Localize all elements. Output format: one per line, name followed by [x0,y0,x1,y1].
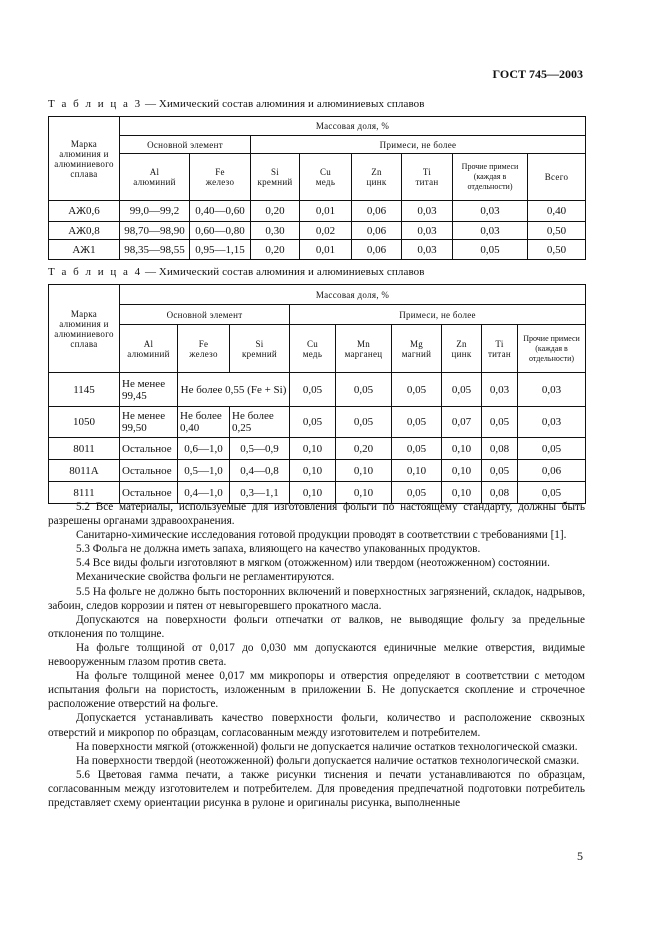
table-cell: 8011A [49,460,120,482]
table-cell: 0,01 [300,240,352,260]
table4-caption-text: — Химический состав алюминия и алюминиевых сплавов [142,266,425,278]
table-cell: 0,50 [528,222,586,240]
table4-col-si: Si кремний [230,325,290,373]
table4-caption-label: Т а б л и ц а 4 [48,266,143,278]
table-cell: 0,05 [482,460,518,482]
table-cell: 0,06 [352,222,402,240]
page-number: 5 [577,849,583,863]
table4-col-mg: Mg магний [392,325,442,373]
table4-col-fe: Fe железо [178,325,230,373]
table-cell: 98,35—98,55 [120,240,190,260]
table3-col-zn: Zn цинк [352,154,402,201]
table-cell: Не менее 99,45 [120,373,178,407]
table-cell: 0,03 [453,201,528,222]
table-cell: 0,20 [336,438,392,460]
table-cell: Не более 0,40 [178,407,230,438]
table3-caption-label: Т а б л и ц а 3 [48,98,143,110]
table-cell: 8011 [49,438,120,460]
table-cell: 0,05 [290,373,336,407]
table-cell: Остальное [120,460,178,482]
table-cell: 0,60—0,80 [190,222,251,240]
table-cell: 0,03 [402,240,453,260]
table-cell: 0,05 [336,373,392,407]
table-cell: 98,70—98,90 [120,222,190,240]
table-cell: Остальное [120,482,178,504]
table3-col-al: Al алюминий [120,154,190,201]
table-cell: Остальное [120,438,178,460]
table-cell: 0,6—1,0 [178,438,230,460]
table-cell: 0,30 [251,222,300,240]
table-cell: АЖ0,8 [49,222,120,240]
table-row [49,222,586,240]
paragraph: На фольге толщиной от 0,017 до 0,030 мм допускаются единичные мелкие отверстия, видимые невооруженным глазом против света. [48,641,585,669]
paragraph: 5.6 Цветовая гамма печати, а также рисунки тиснения и печати устанавливаются по образцам, согласованным между изготовителем и потребителем. Для проведения предпечатной подготовки потребитель представляет схему ориентации рисунка в рулоне и оригиналы рисунка, выполненные [48,768,585,809]
table-row [49,240,586,260]
table-cell: 0,03 [402,222,453,240]
table3-grade-header: Марка алюминия и алюминиевого сплава [49,117,120,201]
table3-caption-text: — Химический состав алюминия и алюминиевых сплавов [142,98,425,110]
body-text [48,500,585,810]
table-cell: 0,05 [290,407,336,438]
table-cell: 0,03 [518,407,586,438]
document-header: ГОСТ 745—2003 [492,67,583,81]
table-cell: 0,10 [392,460,442,482]
table3-caption [48,98,425,110]
table-cell: 0,08 [482,482,518,504]
table3-main-header: Основной элемент [120,136,251,154]
paragraph: Допускается устанавливать качество поверхности фольги, количество и расположение сквозных отверстий и микропор по образцам, согласованным между изготовителем и потребителем. [48,712,585,739]
paragraph: На поверхности мягкой (отожженной) фольги не допускается наличие остатков технологической смазки. [76,740,578,753]
table-cell: 0,03 [402,201,453,222]
table4-col-cu: Cu медь [290,325,336,373]
table-row [49,373,586,407]
paragraph: 5.5 На фольге не должно быть посторонних включений и поверхностных загрязнений, складок, надрывов, забоин, следов коррозии и пятен от невыгоревшего прокатного масла. [48,585,585,612]
table-cell: 0,10 [442,460,482,482]
table-cell: 99,0—99,2 [120,201,190,222]
table-cell: 0,05 [392,482,442,504]
paragraph: На фольге толщиной менее 0,017 мм микропоры и отверстия определяют в соответствии с методом испытания фольги на пористость, изложенным в приложении Б. Не допускается скопление и строчечное расположение отверстий на фольге. [48,670,585,711]
table-cell: 0,05 [453,240,528,260]
table-cell: 0,10 [336,460,392,482]
table-cell: 0,03 [453,222,528,240]
table3-col-si: Si кремний [251,154,300,201]
table4-col-al: Al алюминий [120,325,178,373]
table-cell: 0,05 [336,407,392,438]
table-cell: 0,4—0,8 [230,460,290,482]
table4 [48,284,586,504]
table3-mass-header: Массовая доля, % [120,117,586,136]
table4-grade-header: Марка алюминия и алюминиевого сплава [49,285,120,373]
table-cell: 0,50 [528,240,586,260]
paragraph: Допускаются на поверхности фольги отпечатки от валков, не выводящие фольгу за предельные отклонения по толщине. [48,613,585,640]
table-cell: 0,10 [442,438,482,460]
table-cell: 0,40—0,60 [190,201,251,222]
table4-col-mn: Mn марганец [336,325,392,373]
table-row [49,201,586,222]
paragraph: Механические свойства фольги не регламентируются. [76,571,335,584]
table-cell: 0,4—1,0 [178,482,230,504]
table-cell: 0,05 [392,438,442,460]
table-cell: 0,06 [352,240,402,260]
table-cell: 0,10 [290,438,336,460]
table4-col-zn: Zn цинк [442,325,482,373]
table4-caption [48,266,425,278]
table-cell: 0,05 [482,407,518,438]
table-cell: АЖ1 [49,240,120,260]
table-cell: 0,10 [290,482,336,504]
table3 [48,116,586,260]
table3-col-cu: Cu медь [300,154,352,201]
table4-mass-header: Массовая доля, % [120,285,586,305]
table4-col-other: Прочие примеси (каждая в отдельности) [518,325,586,373]
table3-col-total: Всего [528,154,586,201]
table-cell: 0,05 [442,373,482,407]
table-cell: 0,10 [442,482,482,504]
table-cell: 0,01 [300,201,352,222]
table-cell: Не более 0,25 [230,407,290,438]
table4-col-ti: Ti титан [482,325,518,373]
table-cell: 0,02 [300,222,352,240]
paragraph: 5.3 Фольга не должна иметь запаха, влияющего на качество упакованных продуктов. [76,543,481,556]
table3-col-fe: Fe железо [190,154,251,201]
table-cell: 0,05 [518,482,586,504]
table-cell: 0,10 [290,460,336,482]
paragraph: 5.2 Все материалы, используемые для изготовления фольги по настоящему стандарту, должны быть разрешены органами здравоохранения. [48,501,585,528]
table-cell: 0,3—1,1 [230,482,290,504]
table4-impurity-header: Примеси, не более [290,305,586,325]
table-cell: 0,20 [251,201,300,222]
table-cell: 0,40 [528,201,586,222]
table3-col-ti: Ti титан [402,154,453,201]
table-cell: Не более 0,55 (Fe + Si) [178,373,290,407]
table-cell: 0,08 [482,438,518,460]
table-cell: 0,20 [251,240,300,260]
table-cell: 0,05 [518,438,586,460]
table-cell: 0,03 [518,373,586,407]
table3-col-other: Прочие примеси (каждая в отдельности) [453,154,528,201]
table4-main-header: Основной элемент [120,305,290,325]
table-cell: 8111 [49,482,120,504]
table-cell: 1145 [49,373,120,407]
paragraph: На поверхности твердой (неотожженной) фольги допускается наличие остатков технологической смазки. [76,754,580,767]
table-cell: 1050 [49,407,120,438]
paragraph: Санитарно-химические исследования готовой продукции проводят в соответствии с требованиями [1]. [76,529,567,542]
table-cell: 0,5—1,0 [178,460,230,482]
table-cell: АЖ0,6 [49,201,120,222]
table-row [49,460,586,482]
table-cell: 0,95—1,15 [190,240,251,260]
table-cell: Не менее 99,50 [120,407,178,438]
table-cell: 0,06 [352,201,402,222]
table-row [49,438,586,460]
paragraph: 5.4 Все виды фольги изготовляют в мягком (отожженном) или твердом (неотожженном) состоянии. [76,557,550,570]
table3-impurity-header: Примеси, не более [251,136,586,154]
table-cell: 0,06 [518,460,586,482]
table-cell: 0,5—0,9 [230,438,290,460]
table-cell: 0,03 [482,373,518,407]
table-cell: 0,07 [442,407,482,438]
table-cell: 0,05 [392,373,442,407]
table-cell: 0,10 [336,482,392,504]
table-row [49,407,586,438]
table-cell: 0,05 [392,407,442,438]
